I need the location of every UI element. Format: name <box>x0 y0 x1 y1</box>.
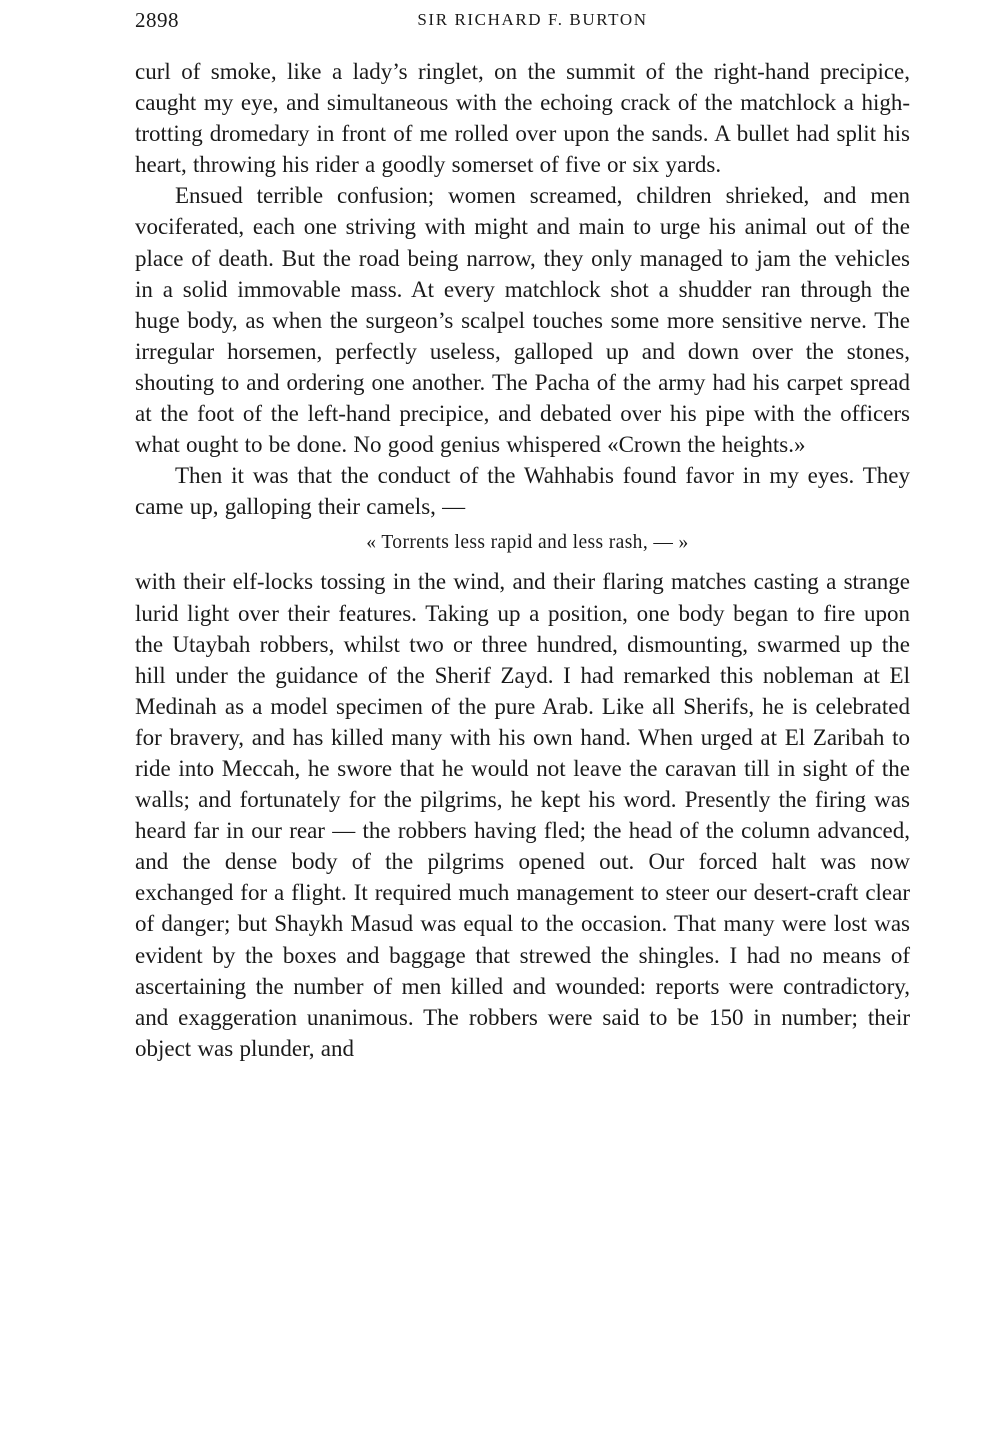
paragraph-sherif-zayd: with their elf-locks tossing in the wind, and their flaring matches casting a strange lurid light over their features. Taking up a position, one body began to fire upon the Utaybah robbers, whilst two or three hundred, dismounting, swarmed up the hill under the guidance of the Sherif Zayd. I had remarked this nobleman at El Medinah as a model specimen of the pure Arab. Like all Sherifs, he is celebrated for bravery, and has killed many with his own hand. When urged at El Zaribah to ride into Meccah, he swore that he would not leave the caravan till in sight of the walls; and fortunately for the pilgrims, he kept his word. Presently the firing was heard far in our rear — the robbers having fled; the head of the column advanced, and the dense body of the pilgrims opened out. Our forced halt was now exchanged for a flight. It required much management to steer our desert-craft clear of danger; but Shaykh Masud was equal to the occasion. That many were lost was evident by the boxes and baggage that strewed the shingles. I had no means of ascertaining the number of men killed and wounded: reports were contradictory, and exaggeration unanimous. The robbers were said to be 150 in number; their object was plunder, and <box>135 569 910 1061</box>
paragraph-confusion: Ensued terrible confusion; women screamed, children shrieked, and men vociferated, each one striving with might and main to urge his animal out of the place of death. But the road being narrow, they only managed to jam the vehicles in a solid immovable mass. At every matchlock shot a shudder ran through the huge body, as when the surgeon’s scalpel touches some more sensitive nerve. The irregular horsemen, perfectly useless, galloped up and down over the stones, shouting to and ordering one another. The Pacha of the army had his carpet spread at the foot of the left-hand precipice, and debated over his pipe with the officers what ought to be done. No good genius whispered «Crown the heights.» <box>135 183 910 458</box>
page-number: 2898 <box>135 8 179 32</box>
running-title: SIR RICHARD F. BURTON <box>417 10 648 29</box>
body-text <box>135 56 910 1064</box>
running-head <box>135 8 910 34</box>
paragraph-wahhabis: Then it was that the conduct of the Wahhabis found favor in my eyes. They came up, galloping their camels, — <box>135 463 910 520</box>
verse-quote: « Torrents less rapid and less rash, — » <box>366 532 689 554</box>
paragraph-continuation: curl of smoke, like a lady’s ringlet, on the summit of the right-hand precipice, caught my eye, and simultaneous with the echoing crack of the matchlock a high-trotting dromedary in front of me rolled over upon the sands. A bullet had split his heart, throwing his rider a goodly somerset of five or six yards. <box>135 59 910 178</box>
